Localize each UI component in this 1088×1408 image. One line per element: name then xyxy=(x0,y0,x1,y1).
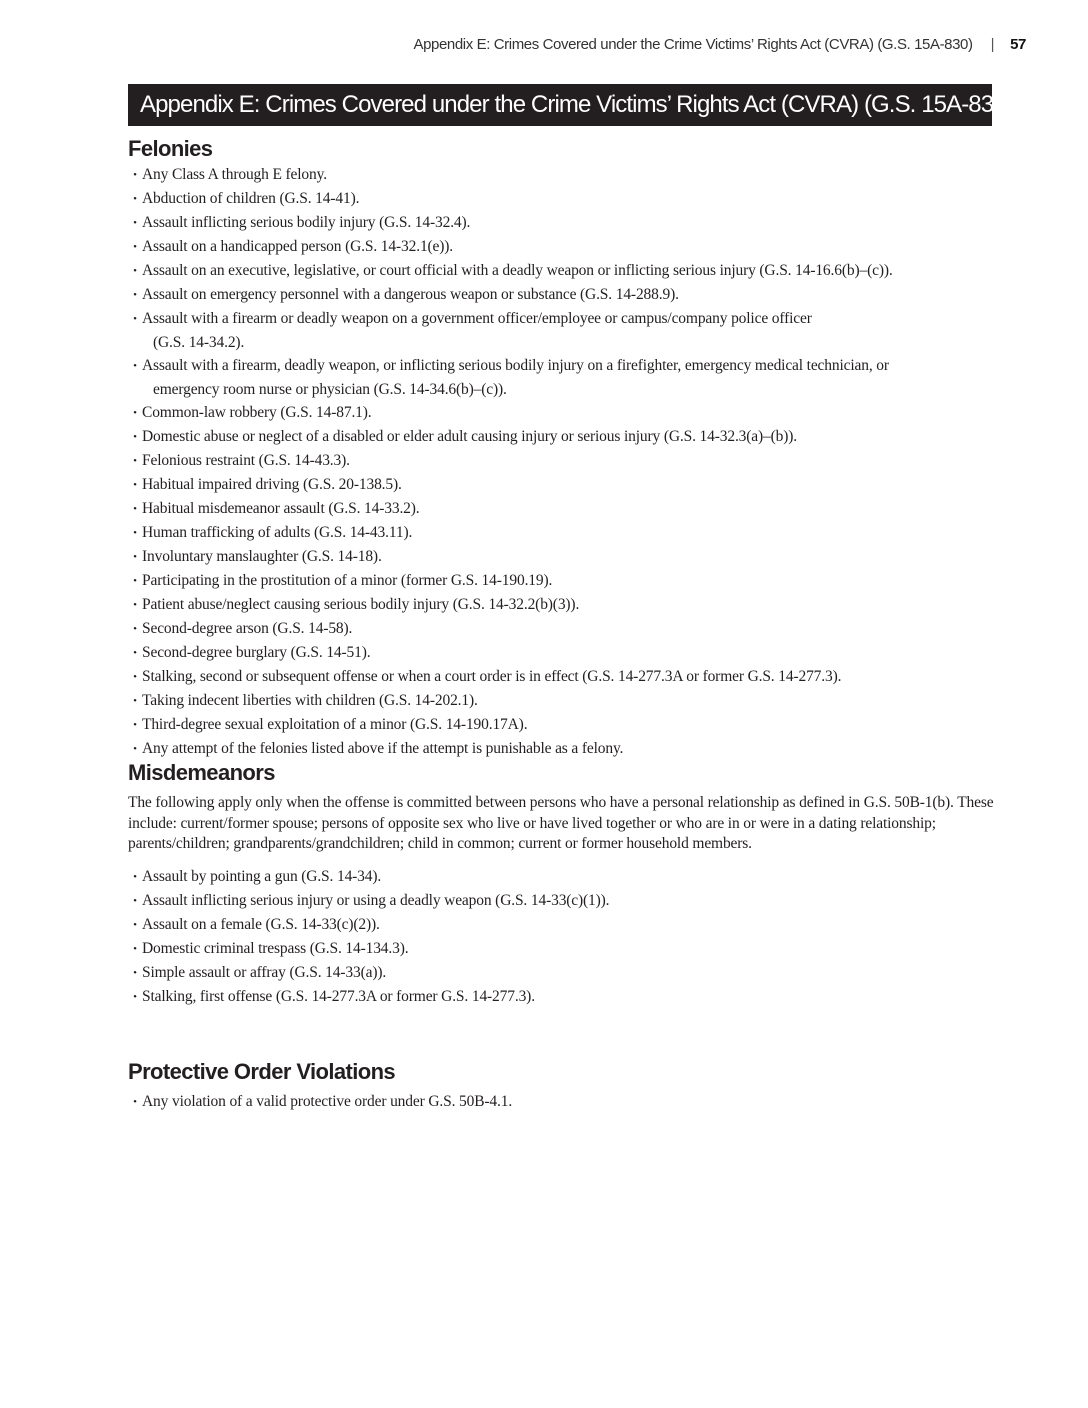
list-item xyxy=(128,689,998,713)
list-item xyxy=(128,521,998,545)
item-text: Assault on a handicapped person (G.S. 14-32.1(e)). xyxy=(142,238,454,255)
bullet-icon: • xyxy=(133,719,137,731)
bullet-icon: • xyxy=(133,217,137,229)
running-header xyxy=(413,36,1026,53)
item-text: Stalking, second or subsequent offense or when a court order is in effect (G.S. 14-277.3A or former G.S. 14-277.3). xyxy=(142,668,842,685)
protective-order-list xyxy=(128,1090,998,1114)
misdemeanors-list xyxy=(128,865,998,1009)
list-item xyxy=(128,187,998,211)
protective-order-section xyxy=(128,1058,998,1114)
list-item xyxy=(128,865,998,889)
item-text: Habitual misdemeanor assault (G.S. 14-33.2). xyxy=(142,500,420,517)
bullet-icon: • xyxy=(133,360,137,372)
bullet-icon: • xyxy=(133,407,137,419)
item-text: Second-degree arson (G.S. 14-58). xyxy=(142,620,353,637)
bullet-icon: • xyxy=(133,241,137,253)
page-number: 57 xyxy=(1010,36,1026,53)
list-item xyxy=(128,569,998,593)
item-text: Second-degree burglary (G.S. 14-51). xyxy=(142,644,371,661)
list-item xyxy=(128,235,998,259)
item-text: Simple assault or affray (G.S. 14-33(a)). xyxy=(142,964,387,982)
item-text: Domestic criminal trespass (G.S. 14-134.3). xyxy=(142,940,409,958)
misdemeanors-intro: The following apply only when the offense is committed between persons who have a personal relationship as defined in G.S. 50B-1(b). These include: current/former spouse; persons of opposite sex who live or have lived together or who are in or were in a dating relationship; parents/children; grandparents/grandchildren; child in common; current or former household members. xyxy=(128,794,994,853)
bullet-icon: • xyxy=(133,695,137,707)
item-text: Involuntary manslaughter (G.S. 14-18). xyxy=(142,548,382,565)
running-header-title: Appendix E: Crimes Covered under the Crime Victims’ Rights Act (CVRA) (G.S. 15A-830) xyxy=(413,36,973,53)
item-text: Assault on an executive, legislative, or court official with a deadly weapon or inflicting serious injury (G.S. 14-16.6(b)–(c)). xyxy=(142,262,893,279)
item-text: Common-law robbery (G.S. 14-87.1). xyxy=(142,404,372,421)
misdemeanors-section xyxy=(128,759,998,1009)
item-text: Stalking, first offense (G.S. 14-277.3A or former G.S. 14-277.3). xyxy=(142,988,535,1006)
bullet-icon: • xyxy=(133,647,137,659)
item-text: Domestic abuse or neglect of a disabled or elder adult causing injury or serious injury (G.S. 14-32.3(a)–(b)). xyxy=(142,428,797,445)
bullet-icon: • xyxy=(133,943,137,956)
bullet-icon: • xyxy=(133,193,137,205)
list-item xyxy=(128,617,998,641)
item-text: Abduction of children (G.S. 14-41). xyxy=(142,190,360,207)
bullet-icon: • xyxy=(133,623,137,635)
list-item xyxy=(128,283,998,307)
felonies-heading: Felonies xyxy=(128,136,213,161)
list-item xyxy=(128,1090,998,1114)
list-item xyxy=(128,307,998,354)
list-item xyxy=(128,985,998,1009)
header-separator: | xyxy=(990,36,995,53)
bullet-icon: • xyxy=(133,871,137,884)
protective-order-heading: Protective Order Violations xyxy=(128,1059,396,1084)
bullet-icon: • xyxy=(133,313,137,325)
list-item xyxy=(128,545,998,569)
list-item xyxy=(128,354,998,401)
bullet-icon: • xyxy=(133,527,137,539)
item-text-continued: emergency room nurse or physician (G.S. 14-34.6(b)–(c)). xyxy=(153,381,507,398)
item-text: Felonious restraint (G.S. 14-43.3). xyxy=(142,452,350,469)
item-text: Third-degree sexual exploitation of a minor (G.S. 14-190.17A). xyxy=(142,716,528,733)
list-item xyxy=(128,937,998,961)
list-item xyxy=(128,641,998,665)
bullet-icon: • xyxy=(133,671,137,683)
felonies-section xyxy=(128,135,998,761)
item-text: Habitual impaired driving (G.S. 20-138.5). xyxy=(142,476,402,493)
bullet-icon: • xyxy=(133,599,137,611)
list-item xyxy=(128,401,998,425)
list-item xyxy=(128,425,998,449)
bullet-icon: • xyxy=(133,455,137,467)
appendix-title-banner: Appendix E: Crimes Covered under the Crime Victims’ Rights Act (CVRA) (G.S. 15A-830) xyxy=(128,84,992,126)
item-text: Assault on a female (G.S. 14-33(c)(2)). xyxy=(142,916,380,934)
bullet-icon: • xyxy=(133,551,137,563)
bullet-icon: • xyxy=(133,919,137,932)
item-text: Assault with a firearm or deadly weapon on a government officer/employee or campus/company police officer xyxy=(142,310,812,327)
felonies-list xyxy=(128,163,998,761)
list-item xyxy=(128,593,998,617)
item-text: Any Class A through E felony. xyxy=(142,166,327,183)
misdemeanors-heading: Misdemeanors xyxy=(128,760,275,785)
list-item xyxy=(128,473,998,497)
list-item xyxy=(128,889,998,913)
list-item xyxy=(128,961,998,985)
list-item xyxy=(128,259,998,283)
list-item xyxy=(128,449,998,473)
bullet-icon: • xyxy=(133,743,137,755)
item-text: Any violation of a valid protective order under G.S. 50B-4.1. xyxy=(142,1093,513,1110)
bullet-icon: • xyxy=(133,169,137,181)
item-text-continued: (G.S. 14-34.2). xyxy=(153,334,245,351)
item-text: Taking indecent liberties with children (G.S. 14-202.1). xyxy=(142,692,478,709)
item-text: Assault on emergency personnel with a dangerous weapon or substance (G.S. 14-288.9). xyxy=(142,286,679,303)
list-item xyxy=(128,211,998,235)
item-text: Participating in the prostitution of a minor (former G.S. 14-190.19). xyxy=(142,572,553,589)
item-text: Assault by pointing a gun (G.S. 14-34). xyxy=(142,868,382,886)
list-item xyxy=(128,163,998,187)
bullet-icon: • xyxy=(133,431,137,443)
item-text: Human trafficking of adults (G.S. 14-43.11). xyxy=(142,524,413,541)
item-text: Assault inflicting serious injury or using a deadly weapon (G.S. 14-33(c)(1)). xyxy=(142,892,610,910)
list-item xyxy=(128,665,998,689)
bullet-icon: • xyxy=(133,503,137,515)
list-item xyxy=(128,497,998,521)
item-text: Patient abuse/neglect causing serious bodily injury (G.S. 14-32.2(b)(3)). xyxy=(142,596,580,613)
list-item xyxy=(128,737,998,761)
item-text: Any attempt of the felonies listed above if the attempt is punishable as a felony. xyxy=(142,740,624,757)
bullet-icon: • xyxy=(133,967,137,980)
bullet-icon: • xyxy=(133,991,137,1004)
bullet-icon: • xyxy=(133,895,137,908)
item-text: Assault with a firearm, deadly weapon, or inflicting serious bodily injury on a firefighter, emergency medical technician, or xyxy=(142,357,889,374)
item-text: Assault inflicting serious bodily injury (G.S. 14-32.4). xyxy=(142,214,471,231)
list-item xyxy=(128,713,998,737)
list-item xyxy=(128,913,998,937)
bullet-icon: • xyxy=(133,575,137,587)
bullet-icon: • xyxy=(133,289,137,301)
bullet-icon: • xyxy=(133,479,137,491)
bullet-icon: • xyxy=(133,265,137,277)
bullet-icon: • xyxy=(133,1096,137,1108)
